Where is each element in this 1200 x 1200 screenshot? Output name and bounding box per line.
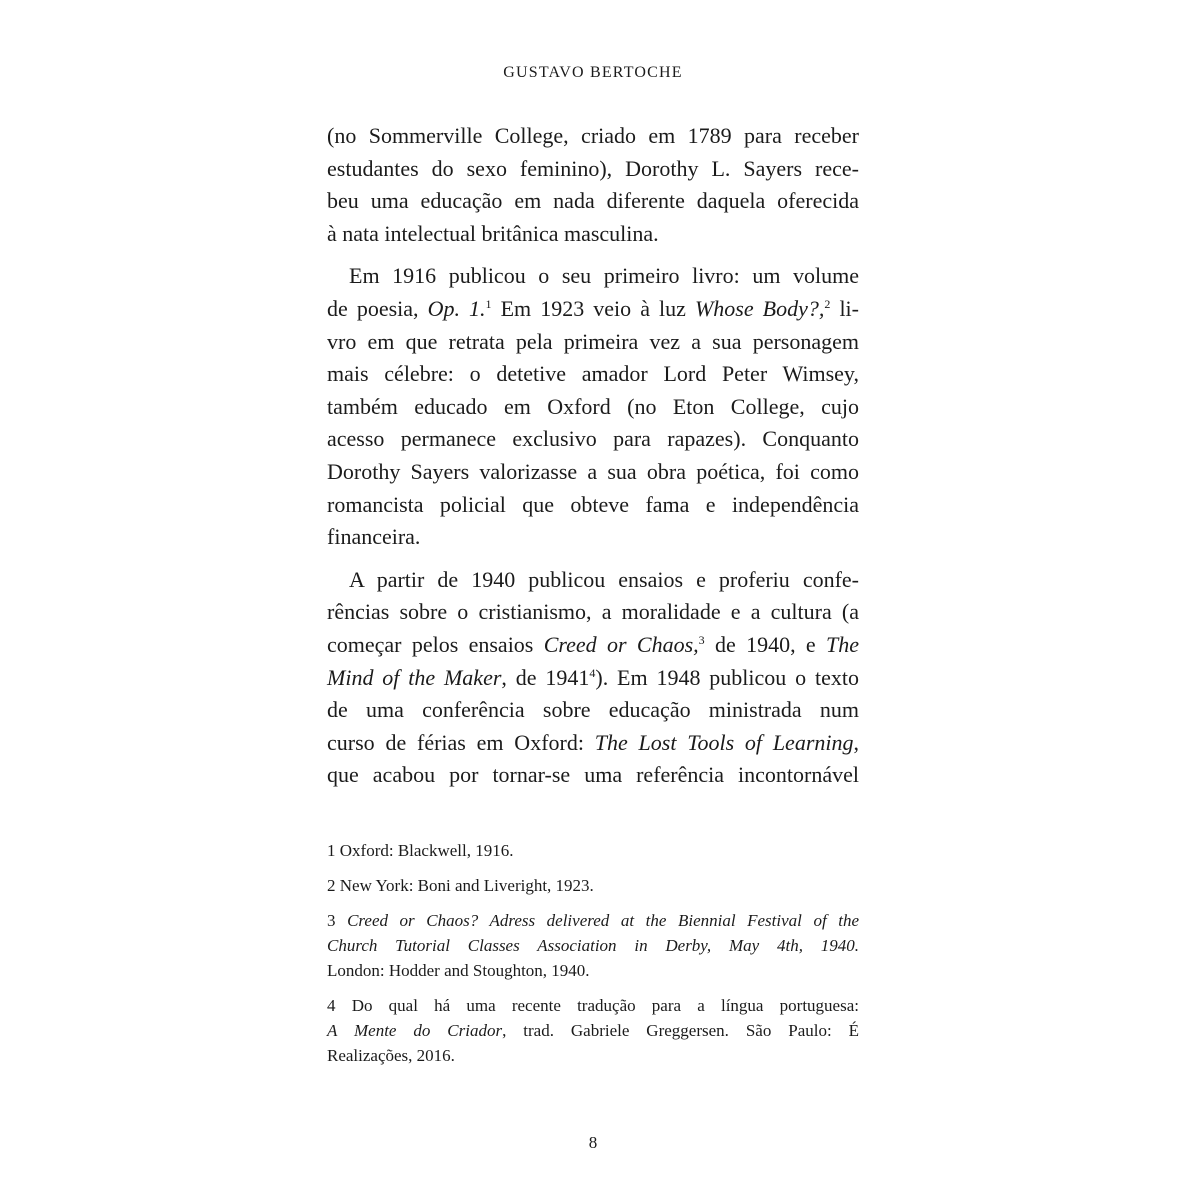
book-title: Creed or Chaos? Adress delivered at the Biennial Festival of the <box>347 911 860 930</box>
book-title: Op. 1. <box>427 295 486 321</box>
text-segment: li- <box>830 295 859 321</box>
footnote-number: 3 <box>327 911 348 930</box>
text-segment: ). Em 1948 publicou o texto <box>595 664 859 690</box>
footnote-line <box>327 908 859 933</box>
text-segment: de 1940, e <box>704 631 827 657</box>
body-text <box>327 120 859 802</box>
text-line: romancista policial que obteve fama e independência <box>327 491 859 517</box>
book-title: Church Tutorial Classes Association in Derby, May 4th, 1940. <box>327 936 859 955</box>
footnote-line <box>327 1018 859 1043</box>
text-line: Dorothy Sayers valorizasse a sua obra poética, foi como <box>327 458 859 484</box>
running-head: GUSTAVO BERTOCHE <box>503 64 683 81</box>
footnote-ref: 1 <box>485 296 492 311</box>
text-line <box>327 662 859 695</box>
footnote-ref: 3 <box>698 632 705 647</box>
text-line <box>327 629 859 662</box>
text-segment: , de 1941 <box>501 664 590 690</box>
book-title: Creed or Chaos, <box>543 631 699 657</box>
text-segment: , <box>853 729 859 755</box>
book-title: A Mente do Criador <box>327 1021 503 1040</box>
text-line: vro em que retrata pela primeira vez a sua personagem <box>327 328 859 354</box>
text-line: Em 1916 publicou o seu primeiro livro: um volume <box>349 263 859 289</box>
text-segment: , trad. Gabriele Greggersen. São Paulo: É <box>502 1021 859 1040</box>
footnote-line: Realizações, 2016. <box>327 1046 455 1065</box>
paragraph-3 <box>327 564 859 792</box>
text-line: à nata intelectual britânica masculina. <box>327 220 659 246</box>
text-segment: começar pelos ensaios <box>327 631 544 657</box>
footnote-ref: 2 <box>824 296 831 311</box>
text-line: de uma conferência sobre educação ministrada num <box>327 697 859 723</box>
footnote-2 <box>327 873 859 898</box>
text-line: que acabou por tornar-se uma referência incontornável <box>327 762 859 788</box>
book-title: The Lost Tools of Learning <box>594 729 854 755</box>
paragraph-1 <box>327 120 859 250</box>
text-line: financeira. <box>327 524 421 550</box>
text-segment: Em 1923 veio à luz <box>491 295 695 321</box>
text-segment: de poesia, <box>327 295 428 321</box>
text-line: acesso permanece exclusivo para rapazes). Conquanto <box>327 426 859 452</box>
footnote-line: 2 New York: Boni and Liveright, 1923. <box>327 876 594 895</box>
book-title: The <box>826 631 860 657</box>
book-title: Mind of the Maker <box>327 664 502 690</box>
footnote-4 <box>327 993 859 1068</box>
footnote-3 <box>327 908 859 983</box>
text-line: (no Sommerville College, criado em 1789 para receber <box>327 123 859 148</box>
footnote-line: 4 Do qual há uma recente tradução para a língua portuguesa: <box>327 996 859 1015</box>
text-segment: curso de férias em Oxford: <box>327 729 595 755</box>
page-number: 8 <box>588 1133 598 1152</box>
footnote-ref: 4 <box>589 665 596 680</box>
text-line: mais célebre: o detetive amador Lord Peter Wimsey, <box>327 361 859 387</box>
text-line <box>327 727 859 760</box>
text-line: rências sobre o cristianismo, a moralidade e a cultura (a <box>327 599 859 625</box>
footnotes <box>327 838 859 1078</box>
text-line: estudantes do sexo feminino), Dorothy L. Sayers rece- <box>327 155 859 181</box>
footnote-line: 1 Oxford: Blackwell, 1916. <box>327 841 514 860</box>
paragraph-2 <box>327 260 859 553</box>
text-line: também educado em Oxford (no Eton College, cujo <box>327 393 859 419</box>
text-line: A partir de 1940 publicou ensaios e proferiu confe- <box>349 566 859 592</box>
text-line: beu uma educação em nada diferente daquela oferecida <box>327 188 859 214</box>
text-line <box>327 293 859 326</box>
footnote-1 <box>327 838 859 863</box>
footnote-line <box>327 933 859 958</box>
footnote-line: London: Hodder and Stoughton, 1940. <box>327 961 590 980</box>
book-title: Whose Body?, <box>694 295 825 321</box>
